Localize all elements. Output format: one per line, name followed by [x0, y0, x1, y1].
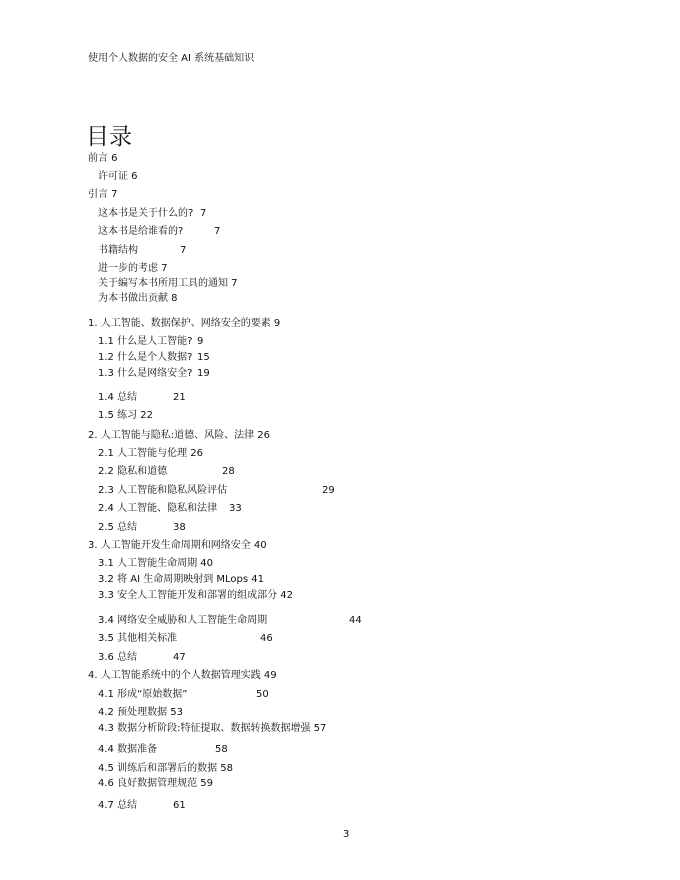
toc-entry[interactable]: 这本书是给谁看的? 7	[98, 226, 221, 237]
toc-entry[interactable]: 进一步的考虑 7	[98, 263, 168, 274]
toc-page-number: 61	[173, 800, 186, 811]
toc-entry[interactable]: 2. 人工智能与隐私:道德、风险、法律 26	[88, 430, 270, 441]
toc-entry[interactable]: 1.1 什么是人工智能? 9	[98, 336, 204, 347]
toc-entry[interactable]: 1.3 什么是网络安全? 19	[98, 368, 210, 379]
toc-entry[interactable]: 4.7 总结 61	[98, 800, 186, 811]
toc-entry[interactable]: 这本书是关于什么的? 7	[98, 208, 207, 219]
toc-entry[interactable]: 2.1 人工智能与伦理 26	[98, 448, 203, 459]
toc-page-number: 38	[173, 522, 186, 533]
toc-entry[interactable]: 1.2 什么是个人数据? 15	[98, 352, 210, 363]
toc-entry[interactable]: 1.4 总结 21	[98, 392, 186, 403]
toc-entry[interactable]: 前言 6	[88, 153, 118, 164]
page-number: 3	[343, 829, 350, 840]
toc-page-number: 19	[197, 368, 210, 379]
toc-heading: 目录	[86, 124, 132, 150]
toc-entry[interactable]: 3.4 网络安全威胁和人工智能生命周期 44	[98, 615, 362, 626]
toc-entry[interactable]: 4.4 数据准备 58	[98, 744, 228, 755]
toc-page-number: 47	[173, 652, 186, 663]
toc-entry[interactable]: 1.5 练习 22	[98, 410, 153, 421]
toc-entry[interactable]: 4.3 数据分析阶段:特征提取、数据转换数据增强 57	[98, 723, 327, 734]
toc-entry[interactable]: 为本书做出贡献 8	[98, 293, 178, 304]
toc-page-number: 7	[214, 226, 221, 237]
toc-entry[interactable]: 4.6 良好数据管理规范 59	[98, 778, 213, 789]
toc-page-number: 29	[322, 485, 335, 496]
toc-entry[interactable]: 许可证 6	[98, 171, 138, 182]
toc-entry[interactable]: 2.4 人工智能、隐私和法律 33	[98, 503, 242, 514]
toc-entry[interactable]: 3.5 其他相关标准 46	[98, 633, 273, 644]
toc-page-number: 9	[197, 336, 204, 347]
toc-entry[interactable]: 4.5 训练后和部署后的数据 58	[98, 763, 233, 774]
toc-page-number: 7	[200, 208, 207, 219]
toc-page-number: 21	[173, 392, 186, 403]
toc-page-number: 7	[180, 245, 187, 256]
toc-entry[interactable]: 3.3 安全人工智能开发和部署的组成部分 42	[98, 590, 293, 601]
toc-entry[interactable]: 1. 人工智能、数据保护、网络安全的要素 9	[88, 318, 281, 329]
toc-entry[interactable]: 引言 7	[88, 189, 118, 200]
toc-entry[interactable]: 3. 人工智能开发生命周期和网络安全 40	[88, 540, 267, 551]
toc-page-number: 46	[260, 633, 273, 644]
toc-page-number: 50	[256, 689, 269, 700]
toc-page-number: 15	[197, 352, 210, 363]
toc-entry[interactable]: 2.3 人工智能和隐私风险评估 29	[98, 485, 335, 496]
toc-page-number: 58	[215, 744, 228, 755]
toc-page-number: 33	[229, 503, 242, 514]
toc-entry[interactable]: 3.1 人工智能生命周期 40	[98, 558, 213, 569]
toc-entry[interactable]: 3.6 总结 47	[98, 652, 186, 663]
toc-entry[interactable]: 2.2 隐私和道德 28	[98, 466, 235, 477]
toc-page-number: 28	[222, 466, 235, 477]
toc-entry[interactable]: 关于编写本书所用工具的通知 7	[98, 278, 238, 289]
document-header: 使用个人数据的安全 AI 系统基础知识	[88, 53, 255, 64]
toc-page-number: 44	[349, 615, 362, 626]
toc-entry[interactable]: 4.1 形成“原始数据” 50	[98, 689, 269, 700]
toc-entry[interactable]: 4. 人工智能系统中的个人数据管理实践 49	[88, 670, 277, 681]
toc-entry[interactable]: 4.2 预处理数据 53	[98, 707, 183, 718]
toc-entry[interactable]: 2.5 总结 38	[98, 522, 186, 533]
toc-entry[interactable]: 书籍结构 7	[98, 245, 187, 256]
toc-entry[interactable]: 3.2 将 AI 生命周期映射到 MLops 41	[98, 574, 265, 585]
